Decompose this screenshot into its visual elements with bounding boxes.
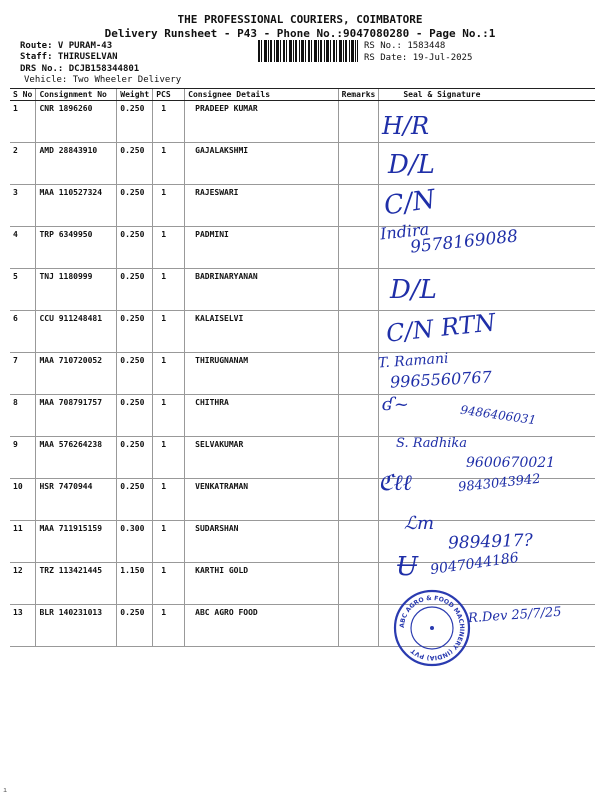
signature-r7: T. Ramani (377, 350, 449, 372)
serial-number-cell: 3 (10, 185, 36, 227)
consignee-cell: SELVAKUMAR (185, 437, 339, 479)
table-row (10, 185, 595, 227)
column-header: Weight (117, 89, 153, 101)
consignment-number-cell: CCU 911248481 (36, 311, 117, 353)
column-header: PCS (153, 89, 185, 101)
table-row (10, 353, 595, 395)
rs-date: RS Date: 19-Jul-2025 (364, 53, 473, 63)
consignment-number-cell: MAA 711915159 (36, 521, 117, 563)
table-row (10, 101, 595, 143)
remarks-cell (338, 185, 379, 227)
table-row (10, 143, 595, 185)
vehicle-label: Vehicle: Two Wheeler Delivery (24, 75, 182, 85)
table-row (10, 563, 595, 605)
phone-r12: 9047044186 (429, 549, 520, 579)
consignment-number-cell: MAA 708791757 (36, 395, 117, 437)
consignee-cell: VENKATRAMAN (185, 479, 339, 521)
pcs-cell: 1 (153, 563, 185, 605)
consignment-number-cell: TRP 6349950 (36, 227, 117, 269)
remarks-cell (338, 311, 379, 353)
serial-number-cell: 7 (10, 353, 36, 395)
pcs-cell: 1 (153, 269, 185, 311)
column-header: Seal & Signature (379, 89, 595, 101)
weight-cell: 0.250 (117, 437, 153, 479)
pcs-cell: 1 (153, 143, 185, 185)
runsheet-subtitle: Delivery Runsheet - P43 - Phone No.:9047080280 - Page No.:1 (104, 27, 496, 40)
remarks-cell (338, 353, 379, 395)
serial-number-cell: 12 (10, 563, 36, 605)
consignee-cell: PADMINI (185, 227, 339, 269)
serial-number-cell: 4 (10, 227, 36, 269)
weight-cell: 0.250 (117, 101, 153, 143)
remarks-cell (338, 143, 379, 185)
signature-r8: ʛ~ (382, 394, 409, 415)
weight-cell: 0.250 (117, 143, 153, 185)
remarks-cell (338, 395, 379, 437)
table-row (10, 311, 595, 353)
consignment-number-cell: CNR 1896260 (36, 101, 117, 143)
remarks-cell (338, 605, 379, 647)
phone-r11: 9894917? (447, 530, 534, 554)
signature-r9: S. Radhika (396, 436, 468, 451)
staff-label: Staff: THIRUSELVAN (20, 52, 118, 62)
phone-r7: 9965560767 (389, 367, 493, 392)
serial-number-cell: 13 (10, 605, 36, 647)
scan-mark: ı (3, 786, 8, 794)
serial-number-cell: 8 (10, 395, 36, 437)
barcode-icon (258, 40, 358, 62)
consignee-cell: RAJESWARI (185, 185, 339, 227)
pcs-cell: 1 (153, 185, 185, 227)
consignee-cell: KARTHI GOLD (185, 563, 339, 605)
pcs-cell: 1 (153, 395, 185, 437)
weight-cell: 1.150 (117, 563, 153, 605)
handwriting-r6: C/N RTN (384, 308, 497, 348)
serial-number-cell: 2 (10, 143, 36, 185)
serial-number-cell: 9 (10, 437, 36, 479)
svg-text:ABC AGRO & FOOD MACHINERY (IND: ABC AGRO & FOOD MACHINERY (INDIA) PVT (398, 594, 466, 662)
pcs-cell: 1 (153, 521, 185, 563)
pcs-cell: 1 (153, 479, 185, 521)
signature-r11: ℒm (404, 513, 435, 534)
consignee-cell: CHITHRA (185, 395, 339, 437)
phone-r8: 9486406031 (459, 402, 537, 428)
consignee-cell: GAJALAKSHMI (185, 143, 339, 185)
column-header: S No (10, 89, 36, 101)
phone-r4: 9578169088 (409, 226, 519, 258)
column-header: Remarks (338, 89, 379, 101)
consignment-number-cell: TRZ 113421445 (36, 563, 117, 605)
pcs-cell: 1 (153, 605, 185, 647)
consignment-number-cell: MAA 576264238 (36, 437, 117, 479)
remarks-cell (338, 521, 379, 563)
column-header: Consignee Details (185, 89, 339, 101)
weight-cell: 0.250 (117, 479, 153, 521)
consignee-cell: SUDARSHAN (185, 521, 339, 563)
serial-number-cell: 10 (10, 479, 36, 521)
consignment-number-cell: HSR 7470944 (36, 479, 117, 521)
consignment-number-cell: BLR 140231013 (36, 605, 117, 647)
table-row (10, 269, 595, 311)
signature-r13: R.Dev 25/7/25 (467, 604, 563, 627)
weight-cell: 0.250 (117, 311, 153, 353)
weight-cell: 0.250 (117, 269, 153, 311)
signature-r10: ℭℓℓ (378, 471, 412, 496)
remarks-cell (338, 269, 379, 311)
handwriting-r5: D/L (390, 275, 437, 305)
remarks-cell (338, 437, 379, 479)
weight-cell: 0.250 (117, 605, 153, 647)
weight-cell: 0.250 (117, 395, 153, 437)
handwriting-r3: C/N (382, 184, 438, 222)
consignment-number-cell: AMD 28843910 (36, 143, 117, 185)
weight-cell: 0.300 (117, 521, 153, 563)
weight-cell: 0.250 (117, 353, 153, 395)
route-label: Route: V PURAM-43 (20, 41, 113, 51)
serial-number-cell: 1 (10, 101, 36, 143)
serial-number-cell: 11 (10, 521, 36, 563)
signature-r12: Ʉ (396, 552, 418, 582)
consignee-cell: ABC AGRO FOOD (185, 605, 339, 647)
pcs-cell: 1 (153, 101, 185, 143)
consignment-number-cell: TNJ 1180999 (36, 269, 117, 311)
pcs-cell: 1 (153, 311, 185, 353)
consignment-number-cell: MAA 710720052 (36, 353, 117, 395)
serial-number-cell: 6 (10, 311, 36, 353)
serial-number-cell: 5 (10, 269, 36, 311)
handwriting-r1: H/R (382, 112, 430, 140)
pcs-cell: 1 (153, 353, 185, 395)
remarks-cell (338, 479, 379, 521)
handwriting-r2: D/L (388, 150, 435, 180)
rs-number: RS No.: 1583448 (364, 41, 446, 51)
consignee-cell: THIRUGNANAM (185, 353, 339, 395)
pcs-cell: 1 (153, 437, 185, 479)
drs-number: DRS No.: DCJB158344801 (20, 64, 140, 74)
phone-r10: 9843043942 (457, 471, 542, 496)
consignee-cell: BADRINARYANAN (185, 269, 339, 311)
remarks-cell (338, 563, 379, 605)
weight-cell: 0.250 (117, 185, 153, 227)
weight-cell: 0.250 (117, 227, 153, 269)
phone-r9: 9600670021 (466, 455, 556, 471)
company-seal-stamp (392, 588, 472, 668)
consignment-number-cell: MAA 110527324 (36, 185, 117, 227)
column-header: Consignment No (36, 89, 117, 101)
pcs-cell: 1 (153, 227, 185, 269)
consignee-cell: PRADEEP KUMAR (185, 101, 339, 143)
remarks-cell (338, 101, 379, 143)
remarks-cell (338, 227, 379, 269)
signature-r4: Indira (379, 219, 431, 244)
table-header (10, 89, 595, 101)
consignee-cell: KALAISELVI (185, 311, 339, 353)
company-title: THE PROFESSIONAL COURIERS, COIMBATORE (177, 13, 423, 26)
